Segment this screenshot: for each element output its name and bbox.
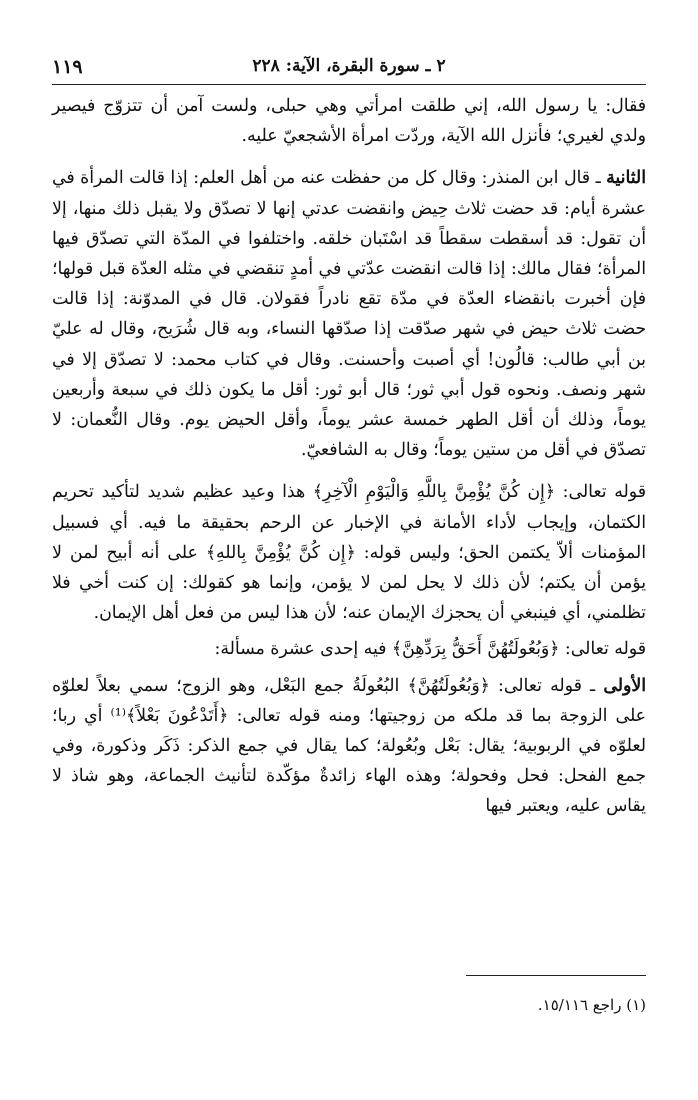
page-body [52, 91, 646, 822]
paragraph-verse-commentary [52, 477, 646, 628]
paragraph-text: قوله تعالى: ﴿إِن كُنَّ يُؤْمِنَّ بِاللَّهِ وَالْيَوْمِ الْآخِرِ﴾ هذا وعيد عظيم شديد لتأكيد تحريم الكتمان، وإيجاب لأداء الأمانة في الإخبار عن الرحم بحقيقة ما فيه. أي فسبيل المؤمنات ألاّ يكتمن الحق؛ وليس قوله: ﴿إِن كُنَّ يُؤْمِنَّ بِاللهِ﴾ على أنه أبيح لمن لا يؤمن أن يكتم؛ لأن ذلك لا يحل لمن لا يؤمن، وإنما هو كقولك: إن كنت أخي فلا تظلمني، أي فينبغي أن يحجزك الإيمان عنه؛ لأن هذا ليس من فعل أهل الإيمان. [52, 482, 646, 624]
page-header [52, 54, 646, 85]
paragraph-text: فقال: يا رسول الله، إني طلقت امرأتي وهي حبلى، ولست آمن أن تتزوّج فيصير ولدي لغيري؛ فأنزل الله الآية، وردّت امرأة الأشجعيّ عليه. [52, 96, 646, 147]
footnote-divider [466, 975, 646, 976]
paragraph-intro [52, 91, 646, 151]
page-number: ١١٩ [52, 56, 83, 78]
paragraph-first-issue [52, 671, 646, 822]
running-title: ٢ ـ سورة البقرة، الآية: ٢٢٨ [252, 56, 446, 76]
paragraph-verse-issues [52, 634, 646, 664]
book-page [52, 54, 646, 822]
section-heading-second: الثانية [606, 168, 646, 189]
paragraph-text: قوله تعالى: ﴿وَبُعُولَتُهُنَّ أَحَقُّ بِرَدِّهِنَّ﴾ فيه إحدى عشرة مسألة: [214, 639, 646, 660]
paragraph-text: ـ قوله تعالى: ﴿وَبُعُولَتُهُنَّ﴾ البُعُولَةُ جمع البَعْل، وهو الزوج؛ سمي بعلاً لعلوّه على الزوجة بما قد ملكه من زوجيتها؛ ومنه قوله تعالى: ﴿أَتَدْعُونَ بَعْلاً﴾⁽¹⁾ أي ربا؛ لعلوّه في الربوبية؛ يقال: بَعْل وبُعُولة؛ كما يقال في جمع الذكر: ذَكَر وذكورة، وفي جمع الفحل: فحل وفحولة؛ وهذه الهاء زائدةٌ مؤكّدة لتأنيث الجماعة، وهو شاذ لا يقاس عليه، ويعتبر فيها [52, 675, 646, 817]
paragraph-second-issue [52, 163, 646, 465]
footnote: (١) راجع ١٥/١١٦. [537, 996, 646, 1014]
section-heading-first: الأولى [603, 675, 646, 696]
paragraph-text: ـ قال ابن المنذر: وقال كل من حفظت عنه من أهل العلم: إذا قالت المرأة في عشرة أيام: قد حضت ثلاث حِيض وانقضت عدتي إنها لا تصدّق ولا يقبل ذلك منها، إلا أن تقول: قد أسقطت سقطاً قد اسْتَبان خلقه. واختلفوا في المدّة التي تصدّق فيها المرأة؛ فقال مالك: إذا قالت انقضت عدّتي في أمدٍ تنقضي في مثله العدّة قبل قولها؛ فإن أخبرت بانقضاء العدّة في مدّة تقع نادراً فقولان. قال في المدوّنة: إذا قالت حضت ثلاث حيض في شهر صدّقت إذا صدّقها النساء، وبه قال شُرَيح، وقال له عليّ بن أبي طالب: قالُون! أي أصبت وأحسنت. وقال في كتاب محمد: لا تصدّق إلا في شهر ونصف. ونحوه قول أبي ثور؛ قال أبو ثور: أقل ما يكون ذلك في سبعة وأربعين يوماً، وذلك أن أقل الطهر خمسة عشر يوماً، وأقل الحيض يوم. وقال النُّعمان: لا تصدّق في أقل من ستين يوماً؛ وقال به الشافعيّ. [52, 168, 646, 461]
